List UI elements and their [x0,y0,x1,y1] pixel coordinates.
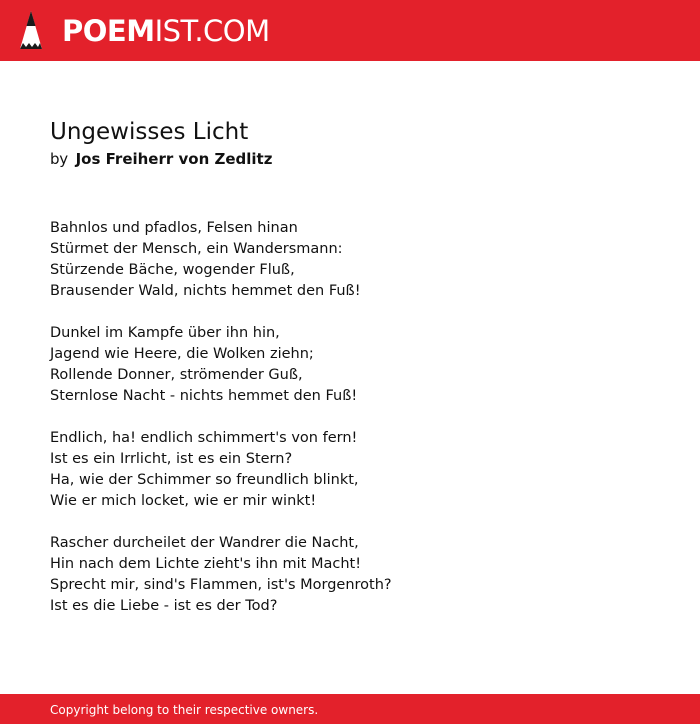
site-header [0,0,700,61]
poem-line: Brausender Wald, nichts hemmet den Fuß! [50,283,361,299]
poem-line: Jagend wie Heere, die Wolken ziehn; [50,346,314,362]
poem-line: Ha, wie der Schimmer so freundlich blinkt, [50,472,359,488]
poem-line: Bahnlos und pfadlos, Felsen hinan [50,220,298,236]
poem-line: Hin nach dem Lichte zieht's ihn mit Macht! [50,556,362,572]
stanza [50,428,650,512]
poem-line: Ist es ein Irrlicht, ist es ein Stern? [50,451,293,467]
stanza [50,323,650,407]
poem-line: Stürzende Bäche, wogender Fluß, [50,262,295,278]
brand-name-light: IST.COM [154,14,270,48]
copyright-text: Copyright belong to their respective owners. [50,703,319,717]
poem-line: Sternlose Nacht - nichts hemmet den Fuß! [50,388,358,404]
poem-line: Ist es die Liebe - ist es der Tod? [50,598,278,614]
poem-line: Sprecht mir, sind's Flammen, ist's Morgenroth? [50,577,392,593]
poem-line: Rascher durcheilet der Wandrer die Nacht, [50,535,359,551]
poem-body [50,218,650,638]
poem-line: Stürmet der Mensch, ein Wandersmann: [50,241,343,257]
by-label: by [50,150,68,168]
poem-line: Wie er mich locket, wie er mir winkt! [50,493,317,509]
stanza [50,218,650,302]
author-link[interactable]: Jos Freiherr von Zedlitz [75,150,273,168]
poem-line: Dunkel im Kampfe über ihn hin, [50,325,280,341]
site-footer [0,694,700,724]
poem-line: Rollende Donner, strömender Guß, [50,367,303,383]
site-logo-link[interactable] [62,12,270,50]
poem-line: Endlich, ha! endlich schimmert's von fern! [50,430,358,446]
pencil-icon[interactable] [18,10,44,52]
byline [50,148,272,170]
poem-title: Ungewisses Licht [50,119,249,145]
stanza [50,533,650,617]
brand-name-bold: POEM [62,14,155,48]
